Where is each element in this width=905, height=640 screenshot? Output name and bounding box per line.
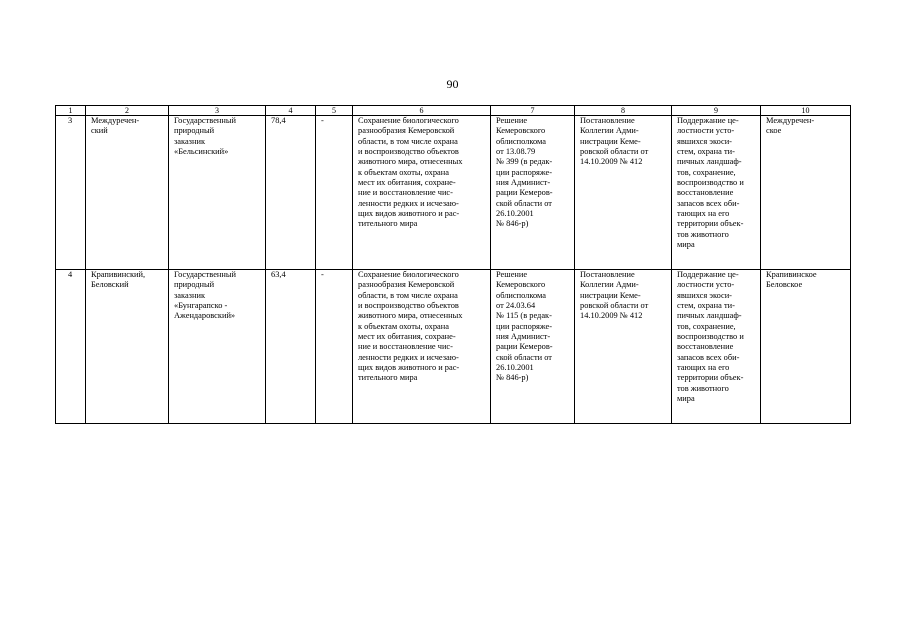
cell-text-line: мест их обитания, сохране- bbox=[358, 178, 456, 188]
cell-text-line: разнообразия Кемеровской bbox=[358, 126, 455, 136]
column-number: 3 bbox=[169, 106, 266, 116]
cell-text-line: и воспроизводство объектов bbox=[358, 301, 459, 311]
cell-text-line: территории объек- bbox=[677, 219, 744, 229]
cell-text-line: области, в том числе охрана bbox=[358, 136, 458, 146]
cell-text-line: 63,4 bbox=[271, 270, 286, 279]
cell-text-line: 3 bbox=[68, 116, 73, 125]
cell-text-line: тительного мира bbox=[358, 373, 418, 383]
cell-text-line: Крапивинское bbox=[766, 270, 817, 279]
row-number-cell bbox=[56, 116, 86, 270]
cell-text-line: нистрации Кеме- bbox=[580, 136, 641, 146]
cell-text-line: пичных ландшаф- bbox=[677, 157, 742, 167]
cell-text-line: Постановление bbox=[580, 270, 635, 279]
cell-text-line: явшихся экоси- bbox=[677, 290, 732, 300]
cell-text-line: Решение bbox=[496, 270, 528, 279]
cell-text-line: ние и восстановление чис- bbox=[358, 188, 453, 198]
cell-text-line: запасов всех оби- bbox=[677, 198, 740, 208]
cell-text-line: облисполкома bbox=[496, 136, 546, 146]
cell-text-line: мест их обитания, сохране- bbox=[358, 332, 456, 342]
cell-text-line: пичных ландшаф- bbox=[677, 311, 742, 321]
cell-text-line: ции распоряже- bbox=[496, 167, 553, 177]
cell-text-line: Кемеровского bbox=[496, 280, 546, 290]
regulation-cell bbox=[575, 116, 672, 270]
cell-text-line: Поддержание це- bbox=[677, 116, 739, 125]
cell-text-line: Ажендаровский» bbox=[174, 311, 236, 321]
cell-text-line: ния Админист- bbox=[496, 178, 551, 188]
cell-text-line: явшихся экоси- bbox=[677, 136, 732, 146]
row-number-cell bbox=[56, 270, 86, 424]
establishment-decision-cell bbox=[491, 270, 575, 424]
cell-text-line: территории объек- bbox=[677, 373, 744, 383]
cell-text-line: тов, сохранение, bbox=[677, 167, 736, 177]
cell-text-line: щих видов животного и рас- bbox=[358, 209, 460, 219]
cell-text-line: ской области от bbox=[496, 198, 552, 208]
cell-text-line: Решение bbox=[496, 116, 528, 125]
cell-text-line: воспроизводство и bbox=[677, 332, 744, 342]
cell-text-line: Беловский bbox=[91, 280, 129, 290]
cell-text-line: области, в том числе охрана bbox=[358, 290, 458, 300]
cell-text-line: восстановление bbox=[677, 342, 734, 352]
purpose-cell bbox=[353, 116, 491, 270]
cell-text-line: восстановление bbox=[677, 188, 734, 198]
cell-text-line: тов животного bbox=[677, 229, 729, 239]
reserves-table bbox=[55, 105, 851, 424]
cell-text-line: тающих на его bbox=[677, 209, 730, 219]
cell-text-line: Сохранение биологического bbox=[358, 270, 459, 279]
tasks-cell bbox=[672, 116, 761, 270]
cell-text-line: Государственный bbox=[174, 270, 237, 279]
table-row bbox=[56, 116, 851, 270]
column-number: 1 bbox=[56, 106, 86, 116]
cell-text-line: запасов всех оби- bbox=[677, 352, 740, 362]
cell-text-line: ние и восстановление чис- bbox=[358, 342, 453, 352]
column-number: 7 bbox=[491, 106, 575, 116]
cell-text-line: облисполкома bbox=[496, 290, 546, 300]
column-number: 8 bbox=[575, 106, 672, 116]
cell-text-line: 14.10.2009 № 412 bbox=[580, 157, 643, 167]
cell-text-line: животного мира, отнесенных bbox=[358, 157, 463, 167]
settlement-cell bbox=[761, 116, 851, 270]
cell-text-line: от 13.08.79 bbox=[496, 147, 536, 157]
buffer-area-cell bbox=[316, 270, 353, 424]
column-number: 2 bbox=[86, 106, 169, 116]
reserve-name-cell bbox=[169, 270, 266, 424]
cell-text-line: тов, сохранение, bbox=[677, 321, 736, 331]
table-body bbox=[56, 116, 851, 424]
cell-text-line: тающих на его bbox=[677, 363, 730, 373]
cell-text-line: тов животного bbox=[677, 383, 729, 393]
cell-text-line: природный bbox=[174, 126, 215, 136]
cell-text-line: ской области от bbox=[496, 352, 552, 362]
cell-text-line: стем, охрана ти- bbox=[677, 147, 735, 157]
cell-text-line: Постановление bbox=[580, 116, 635, 125]
establishment-decision-cell bbox=[491, 116, 575, 270]
cell-text-line: № 399 (в редак- bbox=[496, 157, 553, 167]
cell-text-line: ровской области от bbox=[580, 301, 649, 311]
cell-text-line: животного мира, отнесенных bbox=[358, 311, 463, 321]
district-cell bbox=[86, 270, 169, 424]
table-row bbox=[56, 270, 851, 424]
cell-text-line: - bbox=[321, 116, 324, 125]
purpose-cell bbox=[353, 270, 491, 424]
cell-text-line: ции распоряже- bbox=[496, 321, 553, 331]
cell-text-line: Коллегии Адми- bbox=[580, 126, 639, 136]
buffer-area-cell bbox=[316, 116, 353, 270]
cell-text-line: мира bbox=[677, 394, 695, 404]
cell-text-line: природный bbox=[174, 280, 215, 290]
cell-text-line: Беловское bbox=[766, 280, 803, 290]
cell-text-line: № 115 (в редак- bbox=[496, 311, 552, 321]
cell-text-line: Междуречен- bbox=[766, 116, 815, 125]
cell-text-line: тительного мира bbox=[358, 219, 418, 229]
cell-text-line: 26.10.2001 bbox=[496, 363, 534, 373]
area-cell bbox=[266, 270, 316, 424]
cell-text-line: к объектам охоты, охрана bbox=[358, 167, 449, 177]
cell-text-line: ленности редких и исчезаю- bbox=[358, 198, 459, 208]
cell-text-line: Государственный bbox=[174, 116, 237, 125]
cell-text-line: лостности усто- bbox=[677, 280, 735, 290]
cell-text-line: лостности усто- bbox=[677, 126, 735, 136]
column-number: 4 bbox=[266, 106, 316, 116]
page-number: 90 bbox=[446, 77, 459, 91]
cell-text-line: - bbox=[321, 270, 324, 279]
cell-text-line: Коллегии Адми- bbox=[580, 280, 639, 290]
cell-text-line: № 846-р) bbox=[496, 219, 529, 229]
cell-text-line: ский bbox=[91, 126, 108, 136]
column-number: 10 bbox=[761, 106, 851, 116]
cell-text-line: стем, охрана ти- bbox=[677, 301, 735, 311]
cell-text-line: № 846-р) bbox=[496, 373, 529, 383]
cell-text-line: 78,4 bbox=[271, 116, 286, 125]
cell-text-line: ровской области от bbox=[580, 147, 649, 157]
reserve-name-cell bbox=[169, 116, 266, 270]
cell-text-line: Сохранение биологического bbox=[358, 116, 459, 125]
cell-text-line: ния Админист- bbox=[496, 332, 551, 342]
cell-text-line: «Бунгарапско - bbox=[174, 301, 228, 311]
cell-text-line: от 24.03.64 bbox=[496, 301, 536, 311]
cell-text-line: Поддержание це- bbox=[677, 270, 739, 279]
cell-text-line: Кемеровского bbox=[496, 126, 546, 136]
cell-text-line: ленности редких и исчезаю- bbox=[358, 352, 459, 362]
column-number: 5 bbox=[316, 106, 353, 116]
cell-text-line: Междуречен- bbox=[91, 116, 140, 125]
cell-text-line: 4 bbox=[68, 270, 73, 279]
cell-text-line: разнообразия Кемеровской bbox=[358, 280, 455, 290]
cell-text-line: рации Кемеров- bbox=[496, 342, 553, 352]
cell-text-line: заказник bbox=[174, 290, 206, 300]
district-cell bbox=[86, 116, 169, 270]
area-cell bbox=[266, 116, 316, 270]
cell-text-line: «Бельсинский» bbox=[174, 147, 229, 157]
cell-text-line: щих видов животного и рас- bbox=[358, 363, 460, 373]
cell-text-line: Крапивинский, bbox=[91, 270, 146, 279]
regulation-cell bbox=[575, 270, 672, 424]
settlement-cell bbox=[761, 270, 851, 424]
cell-text-line: 26.10.2001 bbox=[496, 209, 534, 219]
cell-text-line: ское bbox=[766, 126, 782, 136]
cell-text-line: воспроизводство и bbox=[677, 178, 744, 188]
cell-text-line: 14.10.2009 № 412 bbox=[580, 311, 643, 321]
cell-text-line: заказник bbox=[174, 136, 206, 146]
cell-text-line: нистрации Кеме- bbox=[580, 290, 641, 300]
tasks-cell bbox=[672, 270, 761, 424]
cell-text-line: и воспроизводство объектов bbox=[358, 147, 459, 157]
cell-text-line: мира bbox=[677, 240, 695, 250]
column-number: 9 bbox=[672, 106, 761, 116]
column-number: 6 bbox=[353, 106, 491, 116]
cell-text-line: рации Кемеров- bbox=[496, 188, 553, 198]
cell-text-line: к объектам охоты, охрана bbox=[358, 321, 449, 331]
column-number-row bbox=[56, 106, 851, 116]
